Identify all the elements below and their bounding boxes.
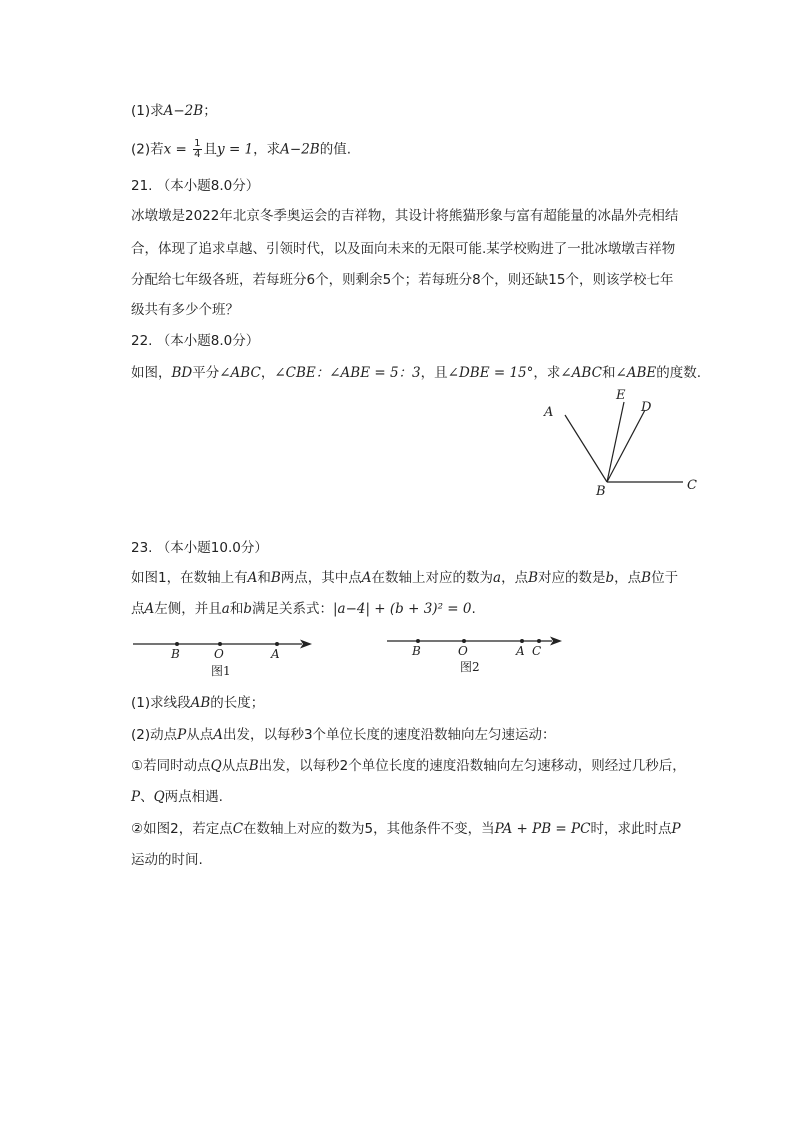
q22-t5: ，求: [533, 365, 561, 381]
q22-abc: ∠ABC: [219, 365, 261, 381]
point-a: [275, 642, 279, 646]
q23-s1-b: 从点: [221, 758, 249, 774]
q20-part1-prefix: (1)求: [131, 103, 164, 119]
q23-s1-Q: Q: [210, 758, 222, 774]
q21-line-2: 合，体现了追求卓越、引领时代，以及面向未来的无限可能.某学校购进了一批冰墩墩吉祥物: [131, 241, 676, 257]
q23-sub2-line1: [131, 819, 681, 839]
q23-p1-AB: AB: [190, 695, 211, 711]
q23-p2-A: A: [213, 727, 223, 743]
q23-l1-e: ，点: [501, 570, 529, 586]
q23-s1-end: 两点相遇.: [164, 789, 223, 805]
q23-s2-P: P: [671, 821, 681, 837]
label-b: B: [171, 647, 180, 661]
q23-l1-va: a: [493, 570, 502, 586]
point-o: [462, 639, 466, 643]
q22-angle-figure: [530, 385, 710, 505]
q20-frac-num: 1: [194, 138, 201, 149]
q23-l1-B: B: [270, 570, 281, 586]
q23-s1-mid: 、: [140, 789, 154, 805]
q20-frac-den: 4: [194, 149, 201, 160]
label-c: C: [687, 478, 697, 493]
q23-l1-h: 位于: [651, 570, 679, 586]
q23-l1-a: 如图1，在数轴上有: [131, 570, 248, 586]
q23-s1-a: ①若同时动点: [131, 758, 211, 774]
label-a: A: [271, 647, 280, 661]
q23-figure-1: [130, 632, 320, 682]
q23-p1-a: (1)求线段: [131, 695, 191, 711]
q22-t1: 如图，: [131, 365, 172, 381]
q20-part2-prefix: (2)若: [131, 141, 164, 158]
q23-l2-vb: b: [243, 601, 252, 617]
q23-s1-Q2: Q: [153, 789, 165, 805]
q23-l1-f: 对应的数是: [538, 570, 606, 586]
q23-l2-end: .: [471, 601, 476, 617]
point-a: [520, 639, 524, 643]
q23-l2-A: A: [144, 601, 155, 617]
q20-part2-expr: A−2B: [280, 141, 320, 158]
q22-t6: 和: [601, 365, 616, 381]
q23-l2-c: 和: [229, 601, 244, 617]
q22-bd: BD: [171, 365, 193, 381]
q22-abc2: ∠ABC: [560, 365, 602, 381]
q20-y-expr: y = 1: [217, 141, 254, 158]
q22-t4: ，且: [420, 365, 448, 381]
q23-l1-d: 在数轴上对应的数为: [371, 570, 494, 586]
q23-l1-B3: B: [641, 570, 652, 586]
ray-ba: [565, 415, 607, 482]
q23-l2-b: 左侧，并且: [154, 601, 222, 617]
label-a: A: [544, 405, 554, 420]
label-a: A: [516, 644, 525, 658]
label-o: O: [214, 647, 224, 661]
q22-abe: ∠ABE: [615, 365, 657, 381]
q23-s2-expr: PA + PB = PC: [494, 821, 591, 837]
q23-l1-A: A: [247, 570, 258, 586]
q22-header: 22. （本小题8.0分）: [131, 333, 260, 349]
q23-p2-b: 从点: [186, 727, 214, 743]
point-b: [416, 639, 420, 643]
q23-p2-c: 出发，以每秒3个单位长度的速度沿数轴向左匀速运动：: [222, 727, 556, 743]
q20-eq: =: [171, 141, 192, 158]
q23-line-2: [131, 599, 476, 619]
label-c: C: [532, 644, 542, 658]
ray-bd: [607, 410, 645, 482]
q20-fraction: [193, 139, 201, 160]
q22-problem: [131, 363, 701, 383]
q22-t7: 的度数.: [656, 365, 702, 381]
label-d: D: [641, 400, 652, 415]
q23-l1-g: ，点: [614, 570, 642, 586]
q23-l1-b: 和: [257, 570, 271, 586]
label-o: O: [458, 644, 468, 658]
q23-header: 23. （本小题10.0分）: [131, 540, 268, 556]
q23-s1-B: B: [248, 758, 259, 774]
q21-line-1: 冰墩墩是2022年北京冬季奥运会的吉祥物，其设计将熊猫形象与富有超能量的冰晶外壳相结: [131, 208, 679, 224]
q20-part1-expr: A−2B: [163, 103, 204, 119]
q20-part2-suffix: 的值.: [319, 141, 352, 158]
q23-figure-2: [384, 629, 569, 679]
q22-t2: 平分: [192, 365, 220, 381]
q23-s1-P: P: [131, 789, 141, 805]
q20-x-var: x: [163, 141, 172, 158]
q23-l2-a: 点: [131, 601, 145, 617]
label-b: B: [596, 484, 606, 499]
q22-dbe: ∠DBE = 15°: [447, 365, 534, 381]
q23-p2-P: P: [177, 727, 187, 743]
q23-sub1-line1: [131, 756, 686, 776]
q23-p2-a: (2)动点: [131, 727, 178, 743]
q23-l1-c: 两点，其中点: [280, 570, 362, 586]
q23-s2-b: 在数轴上对应的数为5，其他条件不变，当: [243, 821, 495, 837]
q23-part1: [131, 693, 264, 713]
q23-l1-B2: B: [528, 570, 538, 586]
q23-part2: [131, 725, 556, 745]
q23-p1-b: 的长度；: [210, 695, 265, 711]
q23-l2-va: a: [221, 601, 230, 617]
q23-s2-c: 时，求此时点: [590, 821, 672, 837]
q20-part1-suffix: ；: [203, 103, 217, 119]
q22-ratio: ∠CBE：∠ABE = 5：3: [274, 365, 421, 381]
point-o: [218, 642, 222, 646]
q21-header: 21. （本小题8.0分）: [131, 178, 260, 194]
caption: 图1: [211, 664, 231, 678]
q21-line-3: 分配给七年级各班，若每班分6个，则剩余5个；若每班分8个，则还缺15个，则该学校七年: [131, 272, 674, 288]
q23-l2-expr: |a−4| + (b + 3)² = 0: [332, 601, 472, 617]
q20-part1: [131, 101, 217, 121]
q22-t3: ，: [260, 365, 275, 381]
ray-be: [607, 402, 624, 482]
q23-l2-d: 满足关系式：: [251, 601, 333, 617]
label-b: B: [412, 644, 421, 658]
point-c: [537, 639, 541, 643]
q20-part2: [131, 139, 351, 160]
q20-comma: ，求: [253, 141, 281, 158]
q23-s1-c: 出发，以每秒2个单位长度的速度沿数轴向左匀速移动，则经过几秒后，: [258, 758, 686, 774]
q21-line-4: 级共有多少个班？: [131, 302, 239, 318]
q23-s2-a: ②如图2，若定点: [131, 821, 233, 837]
q23-sub1-line2: [131, 787, 223, 807]
q23-l1-A2: A: [361, 570, 372, 586]
point-b: [175, 642, 179, 646]
q23-sub2-line2: 运动的时间.: [131, 852, 203, 868]
label-e: E: [616, 388, 626, 403]
q23-s2-C: C: [232, 821, 244, 837]
caption: 图2: [460, 660, 480, 674]
q23-l1-vb: b: [605, 570, 615, 586]
q23-line-1: [131, 568, 678, 588]
q20-mid: 且: [203, 141, 218, 158]
